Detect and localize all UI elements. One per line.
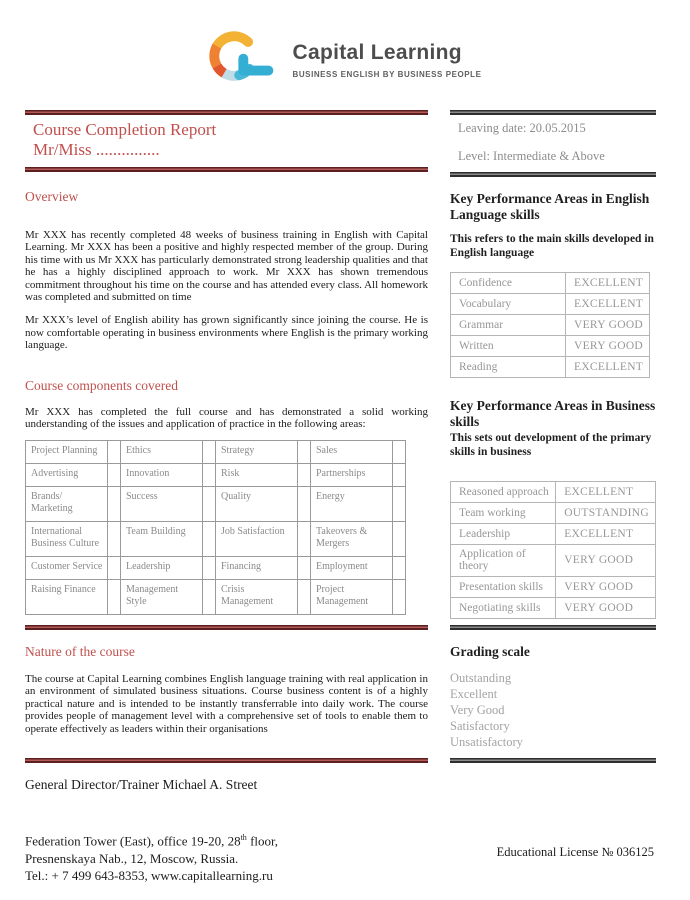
component-cell: Innovation — [121, 464, 203, 487]
checkbox-cell — [393, 441, 406, 464]
skill-row — [451, 357, 650, 378]
overview-paragraph-2: Mr XXX’s level of English ability has grown significantly since joining the course. He is now comfortable operating in business environments where English is the primary working language. — [25, 314, 428, 352]
checkbox-cell — [298, 441, 311, 464]
skill-name-cell: Team working — [451, 503, 556, 524]
address-block — [25, 829, 428, 885]
skill-name-cell: Confidence — [451, 273, 566, 294]
skill-grade-cell: VERY GOOD — [556, 577, 656, 598]
nature-paragraph: The course at Capital Learning combines English language training with real application in an environment of simulated business situations. Course business content is of a highly practical nature and is intended to be instantly transferrable into daily work. The course provides people of management level with a comprehensive set of tools to enable them to operate effectively as leaders within their organisations — [25, 673, 428, 735]
component-cell: International Business Culture — [26, 522, 108, 557]
component-cell: Sales — [311, 441, 393, 464]
skill-name-cell: Presentation skills — [451, 577, 556, 598]
grading-level: Very Good — [450, 703, 505, 717]
component-cell: Management Style — [121, 580, 203, 615]
checkbox-cell — [393, 580, 406, 615]
checkbox-cell — [108, 441, 121, 464]
checkbox-cell — [203, 487, 216, 522]
skill-row — [451, 524, 656, 545]
checkbox-cell — [203, 464, 216, 487]
component-cell: Financing — [216, 557, 298, 580]
skill-grade-cell: EXCELLENT — [556, 482, 656, 503]
business-skills-subtitle: This sets out development of the primary skills in business — [450, 432, 652, 458]
address-line-1 — [25, 829, 428, 850]
address-line-2: Presnenskaya Nab., 12, Moscow, Russia. — [25, 850, 239, 866]
component-row — [26, 522, 406, 557]
skill-grade-cell: VERY GOOD — [566, 315, 650, 336]
signature-line: General Director/Trainer Michael A. Street — [25, 777, 258, 792]
skill-grade-cell: EXCELLENT — [566, 294, 650, 315]
component-cell: Leadership — [121, 557, 203, 580]
report-title-line2: Mr/Miss ............... — [33, 140, 160, 159]
component-cell: Employment — [311, 557, 393, 580]
skill-name-cell: Vocabulary — [451, 294, 566, 315]
component-row — [26, 464, 406, 487]
checkbox-cell — [393, 487, 406, 522]
maroon-rule-under-title — [25, 167, 428, 172]
course-components-heading: Course components covered — [25, 377, 178, 393]
footer-left — [25, 763, 428, 885]
skill-row — [451, 577, 656, 598]
component-cell: Energy — [311, 487, 393, 522]
checkbox-cell — [108, 557, 121, 580]
grading-level: Excellent — [450, 687, 498, 701]
grading-scale-heading: Grading scale — [450, 644, 530, 659]
skill-name-cell: Grammar — [451, 315, 566, 336]
capital-learning-logo-icon — [209, 24, 275, 96]
component-cell: Team Building — [121, 522, 203, 557]
skill-name-cell: Negotiating skills — [451, 598, 556, 619]
educational-license: Educational License № 036125 — [496, 845, 654, 859]
skill-grade-cell: VERY GOOD — [556, 545, 656, 577]
component-cell: Brands/ Marketing — [26, 487, 108, 522]
report-meta-block — [450, 110, 656, 177]
skill-row — [451, 315, 650, 336]
grading-level: Unsatisfactory — [450, 735, 523, 749]
checkbox-cell — [393, 522, 406, 557]
skill-grade-cell: VERY GOOD — [566, 336, 650, 357]
report-body — [0, 110, 690, 885]
skill-grade-cell: EXCELLENT — [556, 524, 656, 545]
skill-grade-cell: VERY GOOD — [556, 598, 656, 619]
skill-grade-cell: OUTSTANDING — [556, 503, 656, 524]
business-skills-table — [450, 481, 656, 619]
grading-level: Outstanding — [450, 671, 512, 685]
checkbox-cell — [108, 580, 121, 615]
skill-row — [451, 545, 656, 577]
skill-name-cell: Reading — [451, 357, 566, 378]
component-row — [26, 441, 406, 464]
footer-right — [450, 763, 656, 860]
nature-section — [25, 630, 428, 735]
skill-name-cell: Leadership — [451, 524, 556, 545]
checkbox-cell — [298, 522, 311, 557]
english-skills-table — [450, 272, 650, 378]
component-cell: Risk — [216, 464, 298, 487]
component-row — [26, 580, 406, 615]
skill-grade-cell: EXCELLENT — [566, 357, 650, 378]
checkbox-cell — [108, 487, 121, 522]
skill-row — [451, 482, 656, 503]
leaving-date: Leaving date: 20.05.2015 — [458, 121, 586, 135]
left-main-column — [25, 177, 428, 615]
component-cell: Takeovers & Mergers — [311, 522, 393, 557]
english-skills-subtitle: This refers to the main skills developed in English language — [450, 233, 654, 259]
checkbox-cell — [298, 580, 311, 615]
skill-row — [451, 336, 650, 357]
address-line-1-tail: floor, — [246, 833, 279, 849]
business-skills-heading: Key Performance Areas in Business skills — [450, 398, 656, 429]
skill-name-cell: Written — [451, 336, 566, 357]
course-components-intro: Mr XXX has completed the full course and has demonstrated a solid working understanding of the issues and application of practice in the following areas: — [25, 405, 428, 431]
grading-scale-section — [450, 630, 656, 750]
component-cell: Project Planning — [26, 441, 108, 464]
checkbox-cell — [108, 522, 121, 557]
component-cell: Job Satisfaction — [216, 522, 298, 557]
grading-level: Satisfactory — [450, 719, 510, 733]
checkbox-cell — [298, 487, 311, 522]
skill-name-cell: Application of theory — [451, 545, 556, 577]
checkbox-cell — [203, 441, 216, 464]
component-cell: Project Management — [311, 580, 393, 615]
component-cell: Quality — [216, 487, 298, 522]
skill-name-cell: Reasoned approach — [451, 482, 556, 503]
brand-tagline: BUSINESS ENGLISH BY BUSINESS PEOPLE — [292, 70, 482, 79]
right-main-column — [450, 177, 656, 619]
english-skills-heading: Key Performance Areas in English Language skills — [450, 191, 650, 222]
nature-heading: Nature of the course — [25, 644, 135, 659]
checkbox-cell — [108, 464, 121, 487]
report-title — [25, 115, 428, 167]
skill-grade-cell: EXCELLENT — [566, 273, 650, 294]
checkbox-cell — [393, 464, 406, 487]
checkbox-cell — [298, 464, 311, 487]
address-line-1-sup: th — [240, 833, 247, 842]
component-cell: Success — [121, 487, 203, 522]
level: Level: Intermediate & Above — [458, 149, 605, 163]
brand-header — [0, 0, 690, 96]
skill-row — [451, 273, 650, 294]
component-cell: Customer Service — [26, 557, 108, 580]
skill-row — [451, 598, 656, 619]
component-row — [26, 487, 406, 522]
checkbox-cell — [203, 557, 216, 580]
address-line-3: Tel.: + 7 499 643-8353, www.capitallearning.ru — [25, 868, 273, 884]
component-cell: Crisis Management — [216, 580, 298, 615]
component-cell: Raising Finance — [26, 580, 108, 615]
component-cell: Partnerships — [311, 464, 393, 487]
grading-scale-list — [450, 670, 656, 750]
skill-row — [451, 503, 656, 524]
address-line-1-text: Federation Tower (East), office 19-20, 28 — [25, 833, 241, 849]
brand-name: Capital Learning — [292, 41, 462, 64]
component-cell: Ethics — [121, 441, 203, 464]
checkbox-cell — [203, 580, 216, 615]
component-cell: Advertising — [26, 464, 108, 487]
component-cell: Strategy — [216, 441, 298, 464]
skill-row — [451, 294, 650, 315]
overview-paragraph-1: Mr XXX has recently completed 48 weeks of business training in English with Capital Learning. Mr XXX has been a positive and highly respected member of the group. During his time with us Mr XXX has particularly demonstrated strong leadership qualities and that he has a highly disciplined approach to work. Mr XXX has shown tremendous commitment throughout his time on the course and has attended every class. All homework was completed and submitted on time — [25, 229, 428, 304]
report-title-block — [25, 110, 428, 172]
checkbox-cell — [393, 557, 406, 580]
brand-text — [293, 41, 482, 79]
overview-heading: Overview — [25, 189, 79, 204]
component-row — [26, 557, 406, 580]
checkbox-cell — [298, 557, 311, 580]
course-components-table — [25, 440, 406, 615]
report-title-line1: Course Completion Report — [33, 120, 217, 139]
checkbox-cell — [203, 522, 216, 557]
